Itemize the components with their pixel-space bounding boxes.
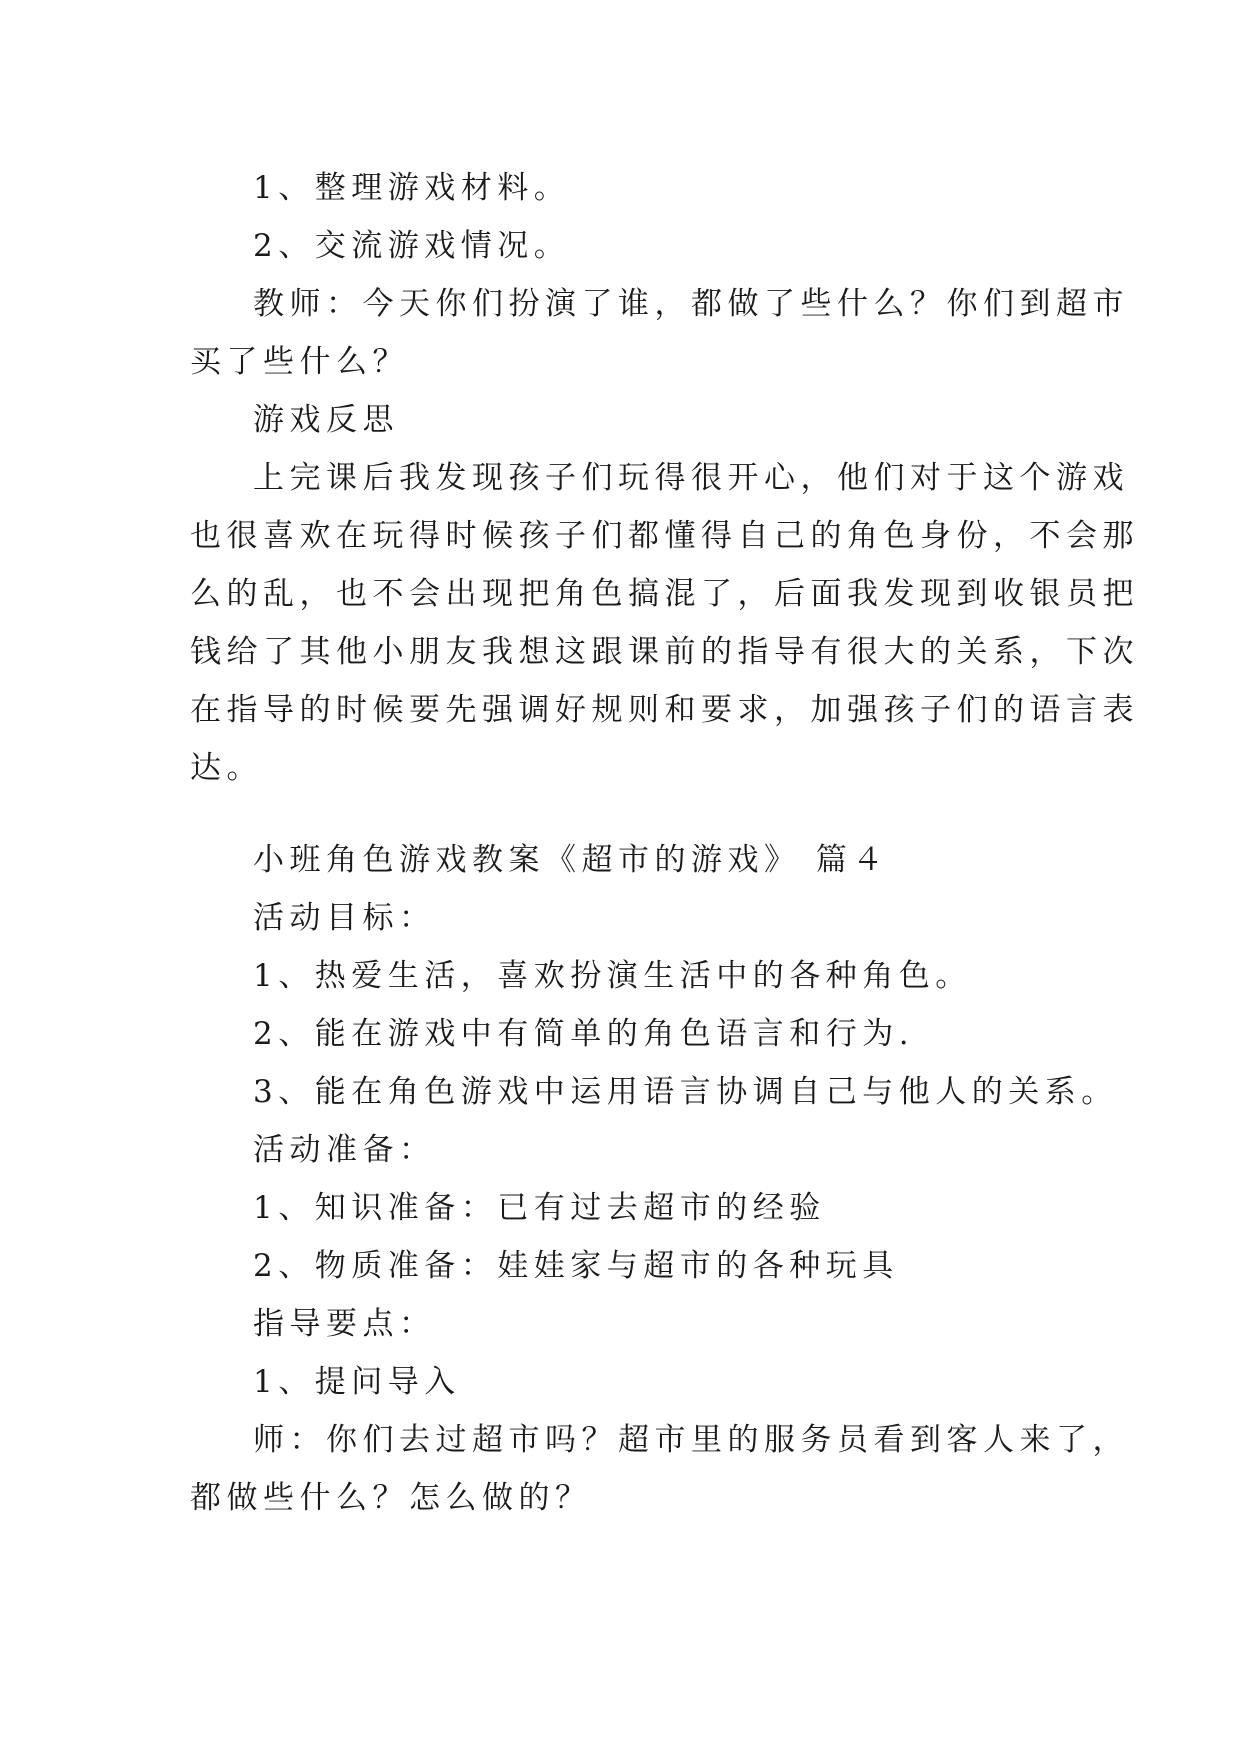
reflection-paragraph-line-2: 也很喜欢在玩得时候孩子们都懂得自己的角色身份，不会那 [190,518,1139,554]
goal-item-1: 1、热爱生活，喜欢扮演生活中的各种角色。 [253,958,972,994]
teacher-prompt-line-1: 师：你们去过超市吗？超市里的服务员看到客人来了， [253,1422,1129,1458]
reflection-paragraph-line-1: 上完课后我发现孩子们玩得很开心，他们对于这个游戏 [253,460,1129,496]
preparation-item-1: 1、知识准备：已有过去超市的经验 [253,1190,826,1226]
reflection-paragraph-line-5: 在指导的时候要先强调好规则和要求，加强孩子们的语言表 [190,692,1139,728]
guidance-heading: 指导要点： [253,1306,436,1342]
list-item-share-situation: 2、交流游戏情况。 [253,228,571,264]
teacher-question-line-2: 买了些什么？ [190,344,409,380]
goals-heading: 活动目标： [253,900,436,936]
reflection-paragraph-line-4: 钱给了其他小朋友我想这跟课前的指导有很大的关系，下次 [190,634,1139,670]
reflection-heading: 游戏反思 [253,402,399,438]
teacher-prompt-line-2: 都做些什么？怎么做的？ [190,1480,592,1516]
guidance-item-1: 1、提问导入 [253,1364,461,1400]
section-title: 小班角色游戏教案《超市的游戏》 篇４ [253,842,889,878]
preparation-item-2: 2、物质准备：娃娃家与超市的各种玩具 [253,1248,899,1284]
list-item-organize-materials: 1、整理游戏材料。 [253,170,571,206]
goal-item-2: 2、能在游戏中有简单的角色语言和行为. [253,1016,915,1052]
preparation-heading: 活动准备： [253,1132,436,1168]
reflection-paragraph-line-6: 达。 [190,750,263,786]
goal-item-3: 3、能在角色游戏中运用语言协调自己与他人的关系。 [253,1074,1118,1110]
teacher-question-line-1: 教师：今天你们扮演了谁，都做了些什么？你们到超市 [253,286,1129,322]
reflection-paragraph-line-3: 么的乱，也不会出现把角色搞混了，后面我发现到收银员把 [190,576,1139,612]
